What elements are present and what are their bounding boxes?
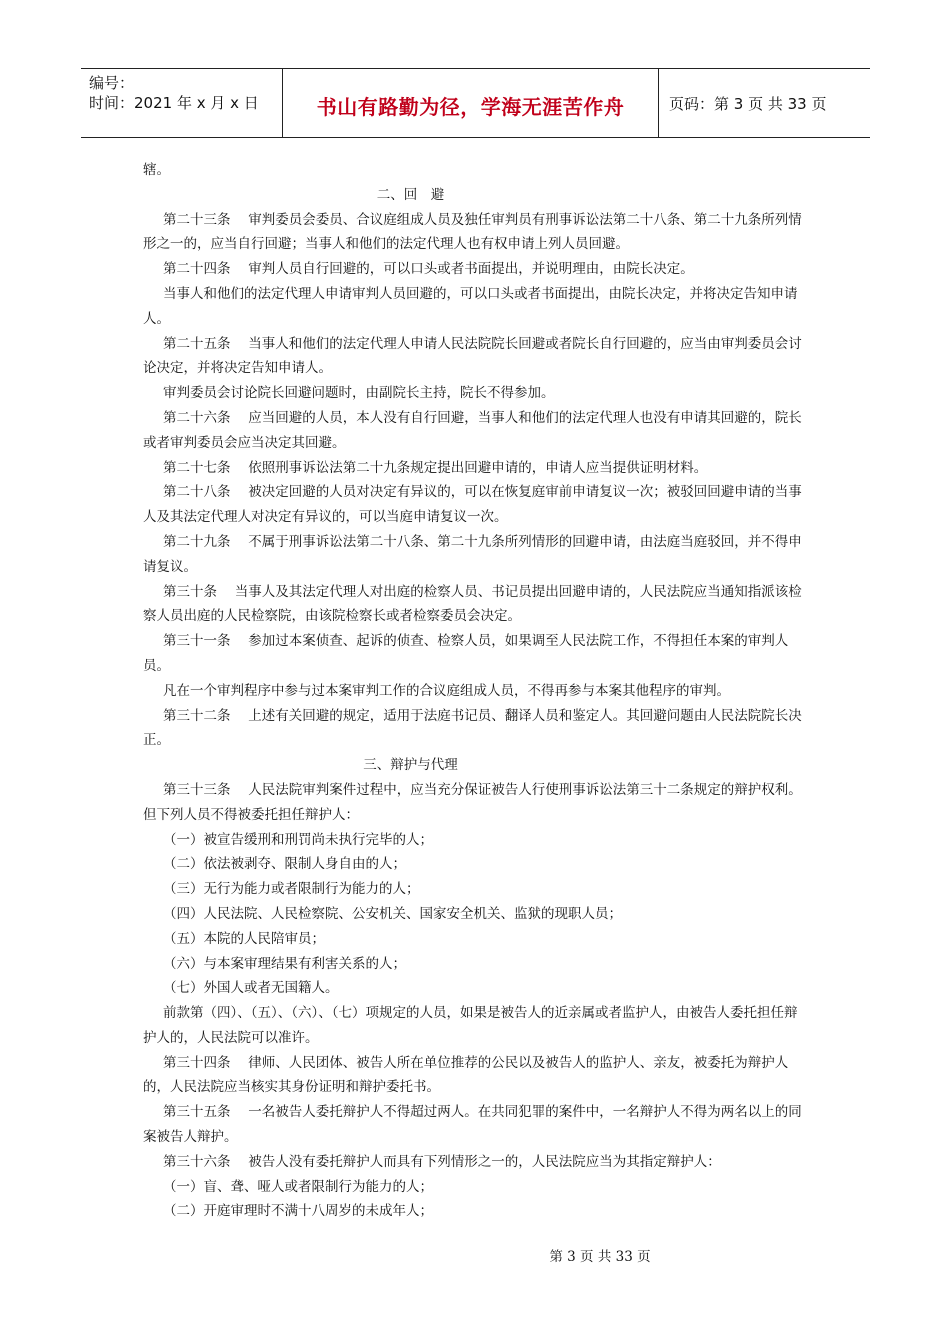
paragraph: 第二十九条 不属于刑事诉讼法第二十八条、第二十九条所列情形的回避申请，由法庭当庭驳回，并不得申请复议。 — [143, 533, 802, 575]
paragraph: 第三十一条 参加过本案侦查、起诉的侦查、检察人员，如果调至人民法院工作，不得担任本案的审判人员。 — [143, 633, 789, 674]
paragraph: 审判委员会讨论院长回避问题时，由副院长主持，院长不得参加。 — [163, 385, 555, 402]
paragraph: 第三十条 当事人及其法定代理人对出庭的检察人员、书记员提出回避申请的，人民法院应当通知指派该检察人员出庭的人民检察院，由该院检察长或者检察委员会决定。 — [143, 583, 802, 625]
header-page-label: 页码：第 3 页 共 33 页 — [669, 94, 827, 113]
paragraph: 第二十八条 被决定回避的人员对决定有异议的，可以在恢复庭审前申请复议一次；被驳回回避申请的当事人及其法定代理人对决定有异议的，可以当庭申请复议一次。 — [143, 484, 802, 526]
paragraph: 第三十三条 人民法院审判案件过程中，应当充分保证被告人行使刑事诉讼法第三十二条规定的辩护权利。但下列人员不得被委托担任辩护人： — [143, 781, 802, 823]
paragraph: （六）与本案审理结果有利害关系的人； — [163, 955, 406, 972]
paragraph: 第三十六条 被告人没有委托辩护人而具有下列情形之一的，人民法院应当为其指定辩护人： — [163, 1153, 721, 1170]
paragraph: （七）外国人或者无国籍人。 — [163, 980, 339, 997]
paragraph: 第三十四条 律师、人民团体、被告人所在单位推荐的公民以及被告人的监护人、亲友，被委托为辩护人的，人民法院应当核实其身份证明和辩护委托书。 — [143, 1054, 789, 1096]
paragraph: （三）无行为能力或者限制行为能力的人； — [163, 881, 420, 898]
page-footer: 第 3 页 共 33 页 — [549, 1249, 651, 1265]
paragraph: 前款第（四）、（五）、（六）、（七）项规定的人员，如果是被告人的近亲属或者监护人，由被告人委托担任辩护人的，人民法院可以准许。 — [143, 1005, 798, 1046]
paragraph: （二）依法被剥夺、限制人身自由的人； — [163, 856, 406, 873]
paragraph: 凡在一个审判程序中参与过本案审判工作的合议庭组成人员，不得再参与本案其他程序的审判。 — [163, 682, 730, 699]
paragraph: 第三十二条 上述有关回避的规定，适用于法庭书记员、翻译人员和鉴定人。其回避问题由人民法院院长决正。 — [143, 707, 802, 749]
section-heading: 二、回 避 — [376, 186, 445, 203]
paragraph: 当事人和他们的法定代理人申请审判人员回避的，可以口头或者书面提出，由院长决定，并将决定告知申请人。 — [143, 285, 798, 327]
paragraph: （五）本院的人民陪审员； — [163, 930, 325, 947]
paragraph: 第三十五条 一名被告人委托辩护人不得超过两人。在共同犯罪的案件中，一名辩护人不得为两名以上的同案被告人辩护。 — [143, 1104, 802, 1146]
page-header — [81, 68, 870, 138]
date-label: 时间：2021 年 x 月 x 日 — [89, 94, 259, 112]
paragraph: 第二十三条 审判委员会委员、合议庭组成人员及独任审判员有刑事诉讼法第二十八条、第二十九条所列情形之一的，应当自行回避；当事人和他们的法定代理人也有权申请上列人员回避。 — [143, 211, 802, 253]
header-meta — [81, 69, 283, 137]
number-label: 编号： — [89, 74, 135, 92]
section-heading: 三、辩护与代理 — [363, 757, 458, 774]
paragraph: 第二十五条 当事人和他们的法定代理人申请人民法院院长回避或者院长自行回避的，应当由审判委员会讨论决定，并将决定告知申请人。 — [143, 335, 802, 377]
paragraph: 辖。 — [143, 162, 170, 178]
paragraph: 第二十六条 应当回避的人员，本人没有自行回避，当事人和他们的法定代理人也没有申请其回避的，院长或者审判委员会应当决定其回避。 — [143, 409, 802, 451]
header-motto: 书山有路勤为径，学海无涯苦作舟 — [283, 69, 659, 137]
document-body — [143, 158, 808, 1224]
paragraph: （一）被宣告缓刑和刑罚尚未执行完毕的人； — [163, 831, 433, 848]
paragraph: （四）人民法院、人民检察院、公安机关、国家安全机关、监狱的现职人员； — [163, 905, 622, 922]
paragraph: 第二十七条 依照刑事诉讼法第二十九条规定提出回避申请的，申请人应当提供证明材料。 — [163, 459, 708, 476]
paragraph: （一）盲、聋、哑人或者限制行为能力的人； — [163, 1178, 433, 1195]
paragraph: （二）开庭审理时不满十八周岁的未成年人； — [163, 1203, 433, 1220]
paragraph: 第二十四条 审判人员自行回避的，可以口头或者书面提出，并说明理由，由院长决定。 — [163, 261, 694, 278]
